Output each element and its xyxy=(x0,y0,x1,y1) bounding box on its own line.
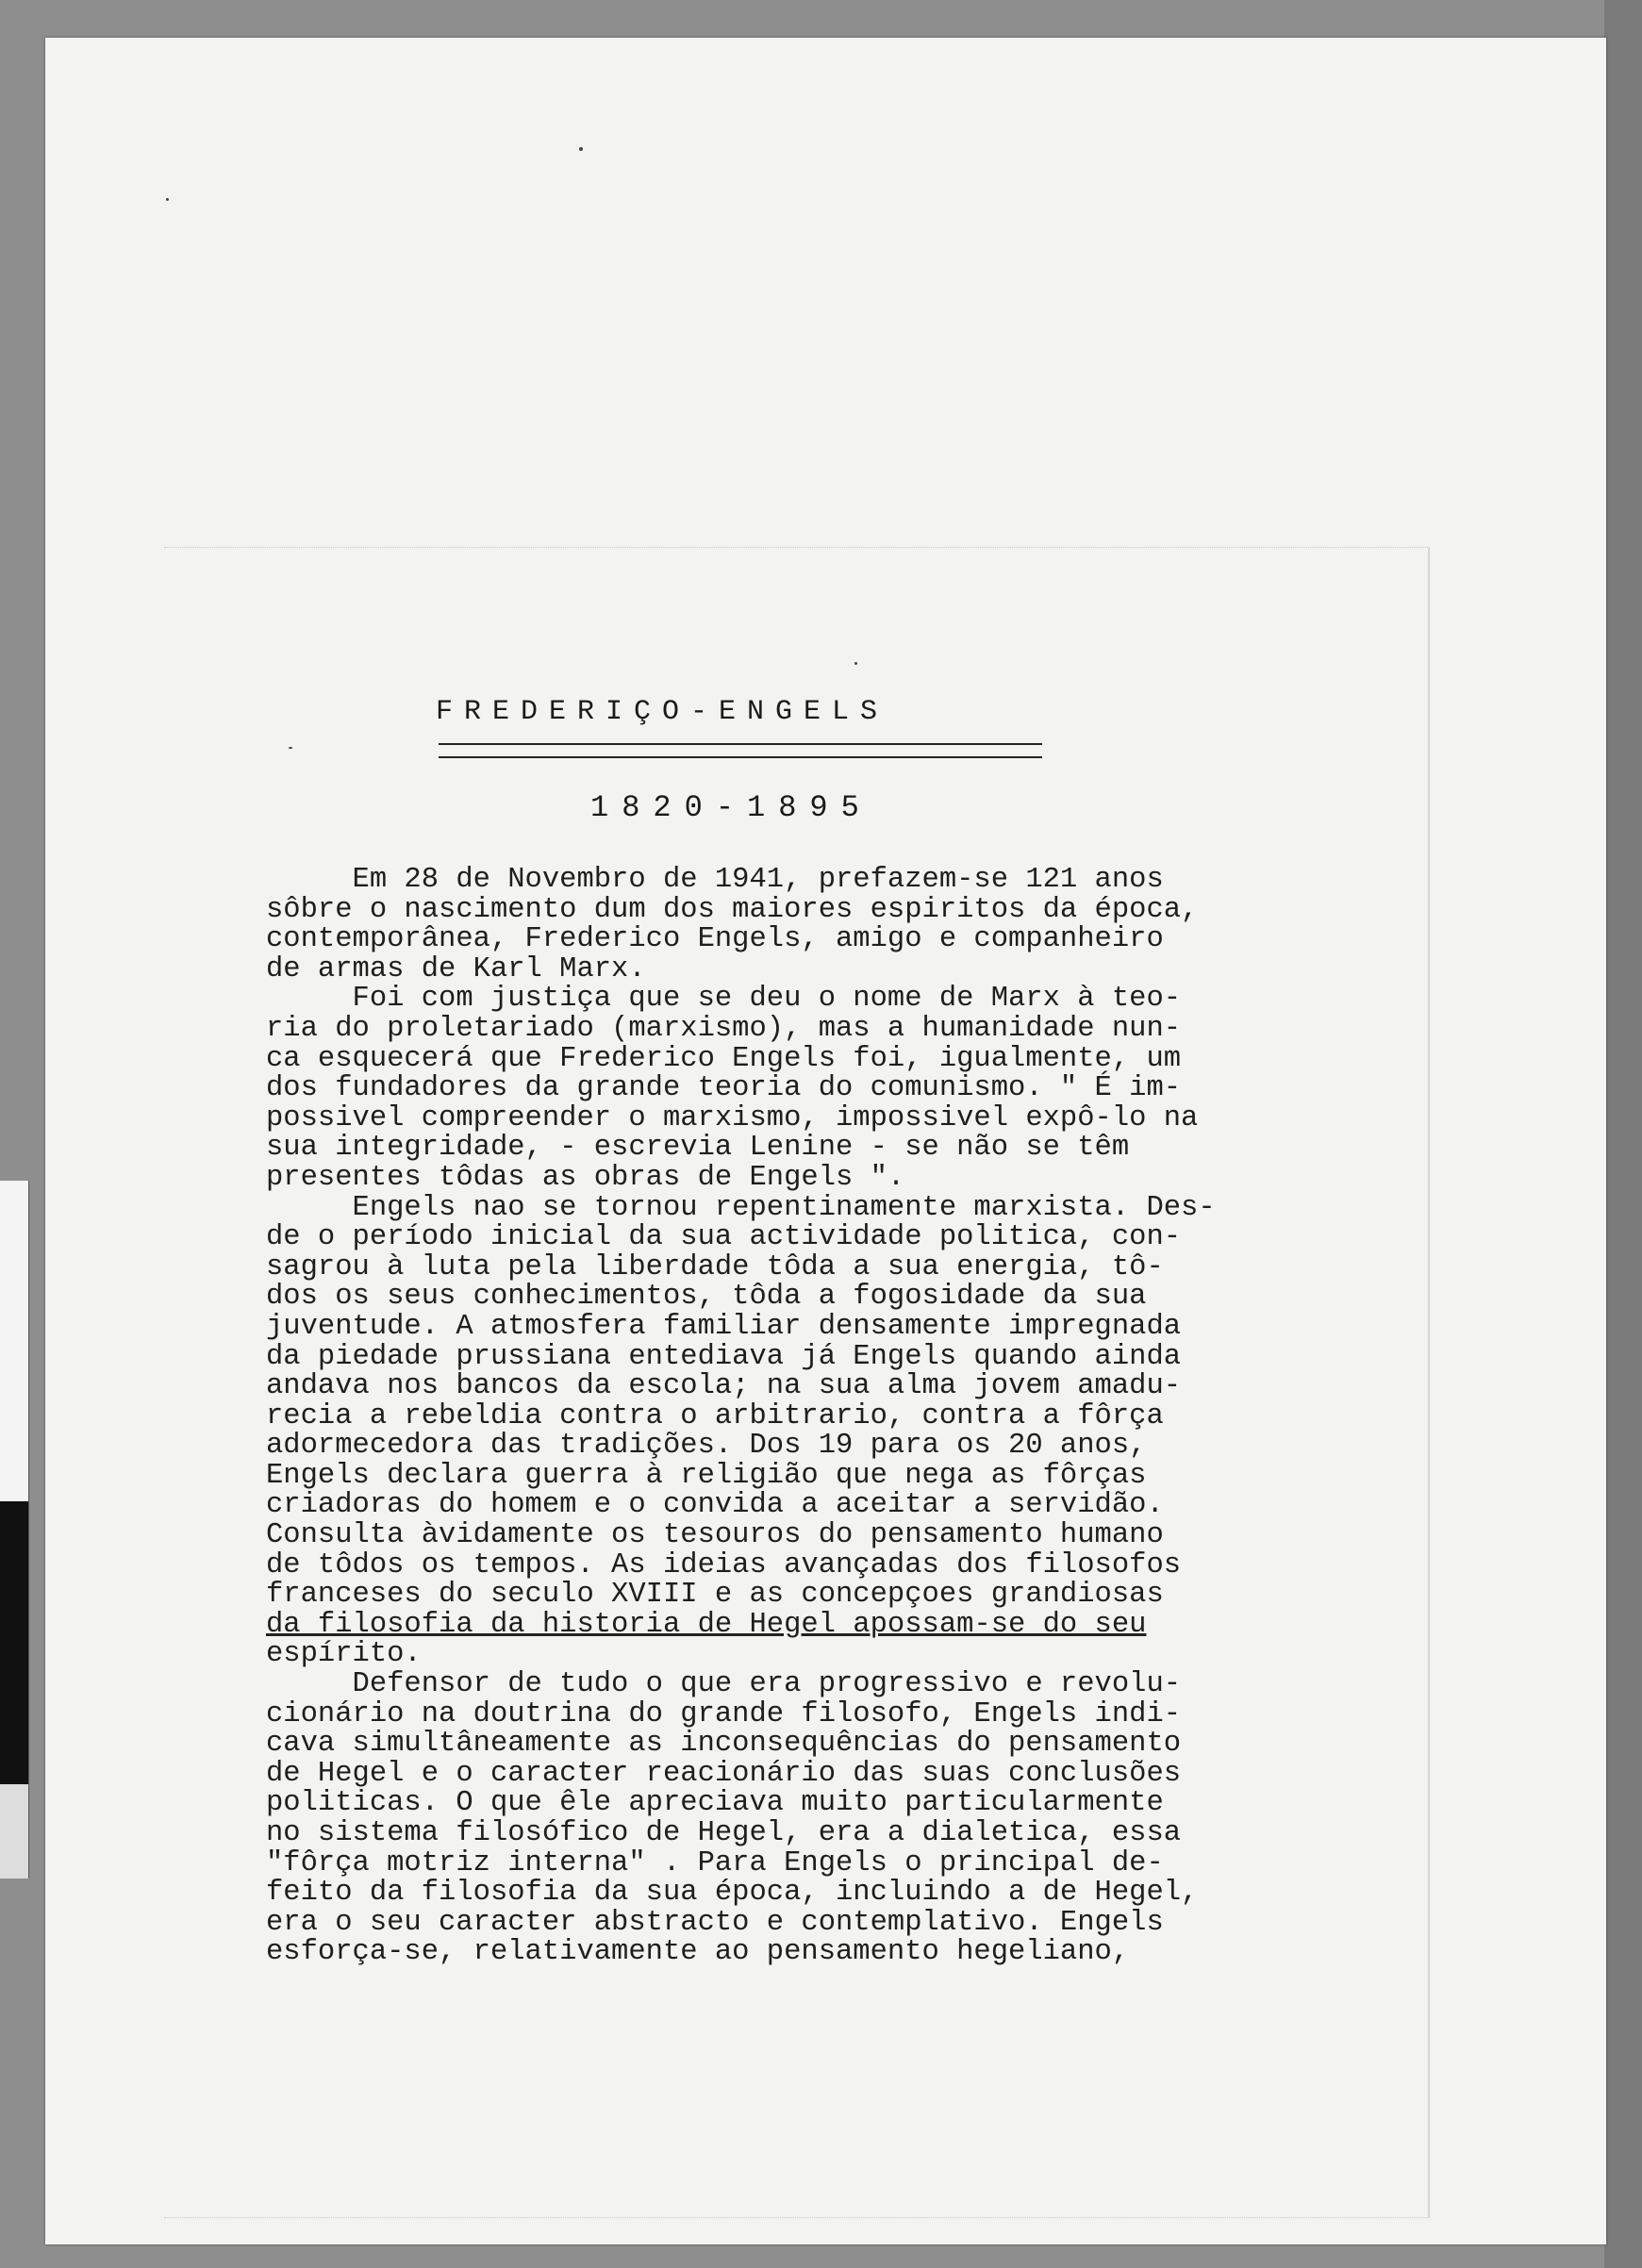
text-line: ria do proletariado (marxismo), mas a humanidade nun- xyxy=(266,1012,1182,1045)
text-line: Em 28 de Novembro de 1941, prefazem-se 121 anos xyxy=(266,864,1164,896)
text-line: de o período inicial da sua actividade politica, con- xyxy=(266,1221,1182,1254)
text-line: "fôrça motriz interna" . Para Engels o principal de- xyxy=(266,1846,1164,1879)
text-line: Foi com justiça que se deu o nome de Marx à teo- xyxy=(266,983,1182,1016)
text-line: da piedade prussiana entediava já Engels quando ainda xyxy=(266,1340,1182,1373)
text-line: Engels nao se tornou repentinamente marxista. Des- xyxy=(266,1191,1216,1224)
text-line: politicas. O que êle apreciava muito particularmente xyxy=(266,1787,1164,1820)
text-line: espírito. xyxy=(266,1638,422,1671)
paragraph xyxy=(266,866,1351,985)
text-line: ca esquecerá que Frederico Engels foi, igualmente, um xyxy=(266,1042,1182,1075)
paragraph xyxy=(266,1191,1351,1671)
scanner-background xyxy=(1604,0,1642,2268)
dust-speck xyxy=(854,662,857,665)
text-line: de Hegel e o caracter reacionário das suas conclusões xyxy=(266,1757,1182,1790)
text-line: sôbre o nascimento dum dos maiores espiritos da época, xyxy=(266,893,1199,926)
text-line: Consulta àvidamente os tesouros do pensamento humano xyxy=(266,1519,1164,1552)
text-line: da filosofia da historia de Hegel apossam-se do seu xyxy=(266,1608,1147,1641)
text-line: Defensor de tudo o que era progressivo e revolu- xyxy=(266,1668,1182,1701)
text-line: recia a rebeldia contra o arbitrario, contra a fôrça xyxy=(266,1399,1164,1432)
text-line: presentes tôdas as obras de Engels ". xyxy=(266,1161,905,1194)
text-line: dos os seus conhecimentos, tôda a fogosidade da sua xyxy=(266,1281,1147,1314)
text-line: esforça-se, relativamente ao pensamento hegeliano, xyxy=(266,1936,1130,1969)
text-line: de armas de Karl Marx. xyxy=(266,952,646,985)
document-title: FREDERIÇO-ENGELS xyxy=(436,696,889,728)
text-line: adormecedora das tradições. Dos 19 para os 20 anos, xyxy=(266,1430,1147,1463)
paragraph xyxy=(266,1670,1351,1968)
text-line: era o seu caracter abstracto e contemplativo. Engels xyxy=(266,1906,1164,1939)
text-line: feito da filosofia da sua época, incluindo a de Hegel, xyxy=(266,1877,1199,1910)
dust-speck xyxy=(166,198,169,201)
ruler-light-segment xyxy=(0,1784,28,1879)
document-dates: 1820-1895 xyxy=(590,790,872,825)
text-line: andava nos bancos da escola; na sua alma jovem amadu- xyxy=(266,1370,1182,1403)
text-line: criadoras do homem e o convida a aceitar a servidão. xyxy=(266,1489,1164,1522)
text-line: sua integridade, - escrevia Lenine - se não se têm xyxy=(266,1132,1130,1165)
text-line: cionário na doutrina do grande filosofo, Engels indi- xyxy=(266,1697,1182,1730)
text-line: sagrou à luta pela liberdade tôda a sua energia, tô- xyxy=(266,1250,1164,1283)
text-line: dos fundadores da grande teoria do comunismo. " É im- xyxy=(266,1072,1182,1105)
title-underline-2 xyxy=(439,756,1042,758)
dust-speck xyxy=(579,147,583,151)
dust-speck xyxy=(289,747,292,749)
text-line: franceses do seculo XVIII e as concepçoes grandiosas xyxy=(266,1579,1164,1612)
text-line: contemporânea, Frederico Engels, amigo e companheiro xyxy=(266,923,1164,956)
text-line: de tôdos os tempos. As ideias avançadas dos filosofos xyxy=(266,1548,1182,1581)
text-line: cava simultâneamente as inconsequências do pensamento xyxy=(266,1728,1182,1761)
text-line: no sistema filosófico de Hegel, era a dialetica, essa xyxy=(266,1817,1182,1849)
scale-ruler xyxy=(0,1181,29,1879)
document-body xyxy=(266,866,1351,1968)
title-underline-1 xyxy=(439,743,1042,745)
text-line: juventude. A atmosfera familiar densamente impregnada xyxy=(266,1310,1182,1343)
paragraph xyxy=(266,985,1351,1193)
text-line: Engels declara guerra à religião que nega as fôrças xyxy=(266,1459,1147,1492)
text-line: possivel compreender o marxismo, impossivel expô-lo na xyxy=(266,1101,1199,1134)
